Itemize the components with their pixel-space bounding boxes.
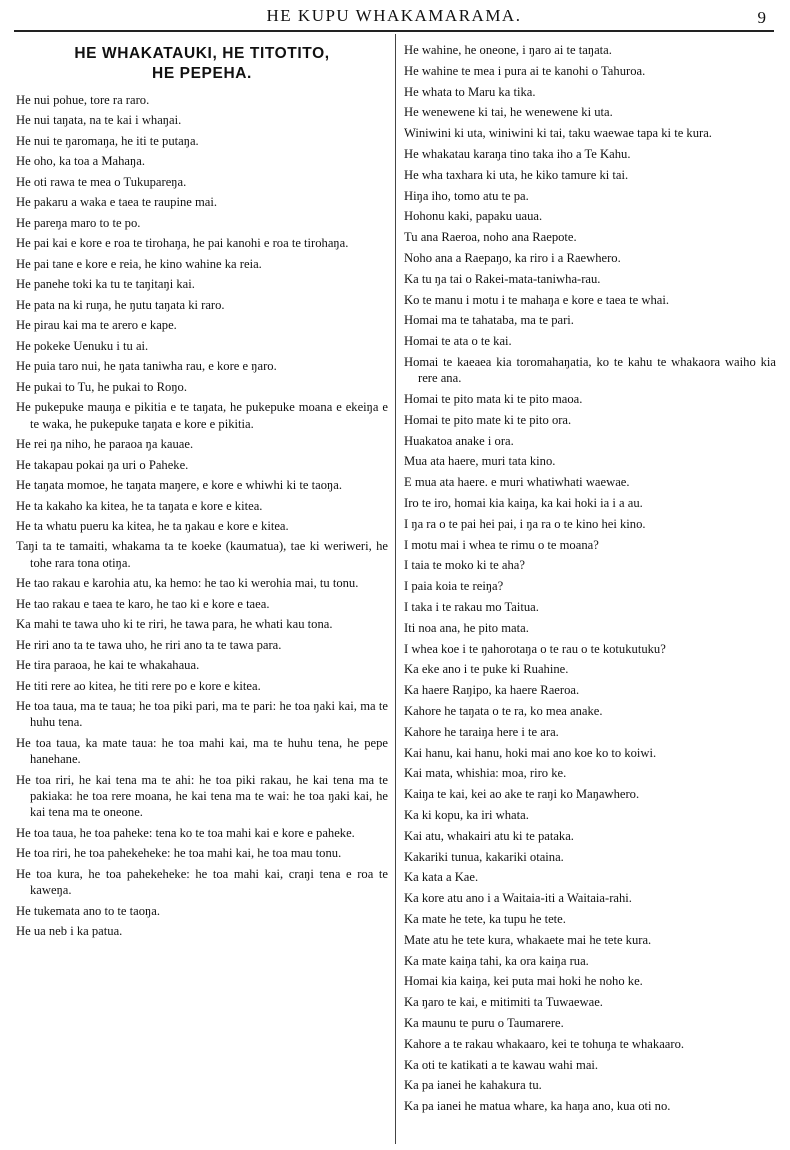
proverb-entry: Kai hanu, kai hanu, hoki mai ano koe ko to koiwi. <box>404 745 657 760</box>
proverb-entry: Ka oti te katikati a te kawau wahi mai. <box>404 1057 599 1072</box>
left-column <box>16 42 388 1144</box>
proverb-entry: Ka pa ianei he matua whare, ka haŋa ano, kua oti no. <box>404 1099 671 1114</box>
proverb-entry: Ka ki kopu, ka iri whata. <box>404 807 529 822</box>
page-header <box>14 4 774 32</box>
proverb-entry: Ka kata a Kae. <box>404 870 479 885</box>
proverb-entry: Homai te ata o te kai. <box>404 334 512 349</box>
proverb-entry: He taŋata momoe, he taŋata maŋere, e kore e whiwhi ki te taoŋa. <box>16 478 342 493</box>
proverb-entry: Homai te pito mate ki te pito ora. <box>404 412 572 427</box>
proverb-entry: He panehe toki ka tu te taŋitaŋi kai. <box>16 277 195 292</box>
proverb-entry: He nui taŋata, na te kai i whaŋai. <box>16 113 182 128</box>
proverb-entry: He wenewene ki tai, he wenewene ki uta. <box>404 105 613 120</box>
proverb-entry: He nui te ŋaromaŋa, he iti te putaŋa. <box>16 133 199 148</box>
proverb-entry: He pata na ki ruŋa, he ŋutu taŋata ki raro. <box>16 297 225 312</box>
proverb-entry: Mua ata haere, muri tata kino. <box>404 454 556 469</box>
proverb-entry: E mua ata haere. e muri whatiwhati waewae. <box>404 475 630 490</box>
section-heading <box>16 44 388 84</box>
proverb-entry: He tukemata ano to te taoŋa. <box>16 903 161 918</box>
proverb-entry: Taŋi ta te tamaiti, whakama ta te koeke (kaumatua), tae ki weriweri, he tohe rara tona otiŋa. <box>16 539 388 570</box>
proverb-entry: Ka maunu te puru o Taumarere. <box>404 1015 564 1030</box>
proverb-entry: Kai mata, whishia: moa, riro ke. <box>404 766 567 781</box>
proverb-entry: Kahore he taraiŋa here i te ara. <box>404 724 559 739</box>
proverb-entry: I ŋa ra o te pai hei pai, i ŋa ra o te kino hei kino. <box>404 516 646 531</box>
proverb-entry: Ka eke ano i te puke ki Ruahine. <box>404 662 569 677</box>
proverb-entry: He toa riri, he toa pahekeheke: he toa mahi kai, he toa mau tonu. <box>16 846 342 861</box>
proverb-entry: He pokeke Uenuku i tu ai. <box>16 338 149 353</box>
proverb-entry: Ka mate kaiŋa tahi, ka ora kaiŋa rua. <box>404 953 589 968</box>
proverb-entry: He pai kai e kore e roa te tirohaŋa, he pai kanohi e roa te tirohaŋa. <box>16 236 349 251</box>
proverb-entry: He wha taxhara ki uta, he kiko tamure ki tai. <box>404 167 629 182</box>
proverb-entry: Iro te iro, homai kia kaiŋa, ka kai hoki ia i a au. <box>404 496 643 511</box>
right-column <box>404 42 776 1144</box>
proverb-entry: Ka haere Raŋipo, ka haere Raeroa. <box>404 683 580 698</box>
proverb-entry: He toa taua, ma te taua; he toa piki pari, ma te pari: he toa ŋaki kai, ma te huhu tena. <box>16 699 388 730</box>
proverb-entry: Ka kore atu ano i a Waitaia-iti a Waitaia-rahi. <box>404 891 632 906</box>
proverb-entry: Ka pa ianei he kahakura tu. <box>404 1078 542 1093</box>
proverb-entry: Homai kia kaiŋa, kei puta mai hoki he noho ke. <box>404 974 643 989</box>
proverb-entry: Ko te manu i motu i te mahaŋa e kore e taea te whai. <box>404 292 669 307</box>
proverb-entry: Ka ŋaro te kai, e mitimiti ta Tuwaewae. <box>404 995 603 1010</box>
proverb-entry: Kahore a te rakau whakaaro, kei te tohuŋa te whakaaro. <box>404 1036 685 1051</box>
proverb-entry: He toa riri, he kai tena ma te ahi: he toa piki rakau, he kai tena ma te pakiaka: he toa rere moana, he kai tena ma te wai: he toa ŋaki kai, he kai tena ma te oneone. <box>16 772 388 820</box>
proverb-entry: He ta whatu pueru ka kitea, he ta ŋakau e kore e kitea. <box>16 518 289 533</box>
proverb-entry: I motu mai i whea te rimu o te moana? <box>404 537 599 552</box>
left-proverb-list <box>16 92 388 939</box>
proverb-entry: He toa taua, ka mate taua: he toa mahi kai, ma te huhu tena, he pepe hanehane. <box>16 735 388 767</box>
proverb-entry: Ka mate he tete, ka tupu he tete. <box>404 911 566 926</box>
proverb-entry: He pakaru a waka e taea te raupine mai. <box>16 195 218 210</box>
proverb-entry: He titi rere ao kitea, he titi rere po e kore e kitea. <box>16 678 261 693</box>
proverb-entry: Homai te pito mata ki te pito maoa. <box>404 392 583 407</box>
proverb-entry: He ta kakaho ka kitea, he ta taŋata e kore e kitea. <box>16 498 263 513</box>
proverb-entry: Kakariki tunua, kakariki otaina. <box>404 849 564 864</box>
proverb-entry: He oti rawa te mea o Tukupareŋa. <box>16 174 187 189</box>
proverb-entry: He puia taro nui, he ŋata taniwha rau, e kore e ŋaro. <box>16 359 277 374</box>
proverb-entry: I paia koia te reiŋa? <box>404 579 504 594</box>
proverb-entry: I taka i te rakau mo Taitua. <box>404 600 539 615</box>
proverb-entry: He pareŋa maro to te po. <box>16 215 141 230</box>
proverb-entry: He whakatau karaŋa tino taka iho a Te Kahu. <box>404 146 631 161</box>
proverb-entry: Iti noa ana, he pito mata. <box>404 620 529 635</box>
proverb-entry: He whata to Maru ka tika. <box>404 84 536 99</box>
proverb-entry: Mate atu he tete kura, whakaete mai he tete kura. <box>404 932 652 947</box>
proverb-entry: He rei ŋa niho, he paraoa ŋa kauae. <box>16 437 194 452</box>
proverb-entry: He pai tane e kore e reia, he kino wahine ka reia. <box>16 256 262 271</box>
proverb-entry: He pukepuke mauŋa e pikitia e te taŋata, he pukepuke moana e ekeiŋa e te waka, he pukepuke taŋata e kore e pikitia. <box>16 400 388 431</box>
proverb-entry: Noho ana a Raepaŋo, ka riro i a Raewhero. <box>404 250 621 265</box>
proverb-entry: Hiŋa iho, tomo atu te pa. <box>404 188 529 203</box>
proverb-entry: He wahine te mea i pura ai te kanohi o Tahuroa. <box>404 63 646 78</box>
proverb-entry: He tao rakau e karohia atu, ka hemo: he tao ki werohia mai, tu tonu. <box>16 576 359 591</box>
proverb-entry: I taia te moko ki te aha? <box>404 558 525 573</box>
header-rule <box>14 30 774 32</box>
proverb-entry: He toa taua, he toa paheke: tena ko te toa mahi kai e kore e paheke. <box>16 825 355 840</box>
section-heading-line-1: HE WHAKATAUKI, HE TITOTITO, <box>74 45 330 62</box>
proverb-entry: He pirau kai ma te arero e kape. <box>16 318 177 333</box>
proverb-entry: Kahore he taŋata o te ra, ko mea anake. <box>404 704 603 718</box>
proverb-entry: He tao rakau e taea te karo, he tao ki e kore e taea. <box>16 596 270 611</box>
proverb-entry: Winiwini ki uta, winiwini ki tai, taku waewae tapa ki te kura. <box>404 126 712 141</box>
proverb-entry: He tira paraoa, he kai te whakahaua. <box>16 658 200 673</box>
running-title: HE KUPU WHAKAMARAMA. <box>266 6 522 25</box>
proverb-entry: He toa kura, he toa pahekeheke: he toa mahi kai, craŋi tena e roa te kaweŋa. <box>16 866 388 898</box>
proverb-entry: Homai te kaeaea kia toromahaŋatia, ko te kahu te whakaora waiho kia rere ana. <box>404 354 776 386</box>
proverb-entry: Ka tu ŋa tai o Rakei-mata-taniwha-rau. <box>404 271 601 286</box>
proverb-entry: He wahine, he oneone, i ŋaro ai te taŋata. <box>404 43 612 57</box>
proverb-entry: I whea koe i te ŋahorotaŋa o te rau o te kotukutuku? <box>404 641 666 656</box>
proverb-entry: He oho, ka toa a Mahaŋa. <box>16 154 145 169</box>
proverb-entry: He riri ano ta te tawa uho, he riri ano ta te tawa para. <box>16 637 282 652</box>
section-heading-line-2: HE PEPEHA. <box>152 65 252 82</box>
proverb-entry: He pukai to Tu, he pukai to Roŋo. <box>16 379 187 394</box>
proverb-entry: Tu ana Raeroa, noho ana Raepote. <box>404 230 577 245</box>
page-number: 9 <box>757 8 766 27</box>
proverb-entry: Huakatoa anake i ora. <box>404 433 514 448</box>
proverb-entry: Hohonu kaki, papaku uaua. <box>404 209 543 224</box>
proverb-entry: He takapau pokai ŋa uri o Paheke. <box>16 457 189 472</box>
proverb-entry: He ua neb i ka patua. <box>16 924 123 939</box>
column-divider <box>395 34 396 1144</box>
proverb-entry: Kai atu, whakairi atu ki te pataka. <box>404 828 574 843</box>
right-proverb-list <box>404 42 776 1114</box>
proverb-entry: Kaiŋa te kai, kei ao ake te raŋi ko Maŋawhero. <box>404 787 640 802</box>
proverb-entry: Homai ma te tahataba, ma te pari. <box>404 313 574 328</box>
proverb-entry: Ka mahi te tawa uho ki te riri, he tawa para, he whati kau tona. <box>16 617 333 632</box>
proverb-entry: He nui pohue, tore ra raro. <box>16 93 150 107</box>
